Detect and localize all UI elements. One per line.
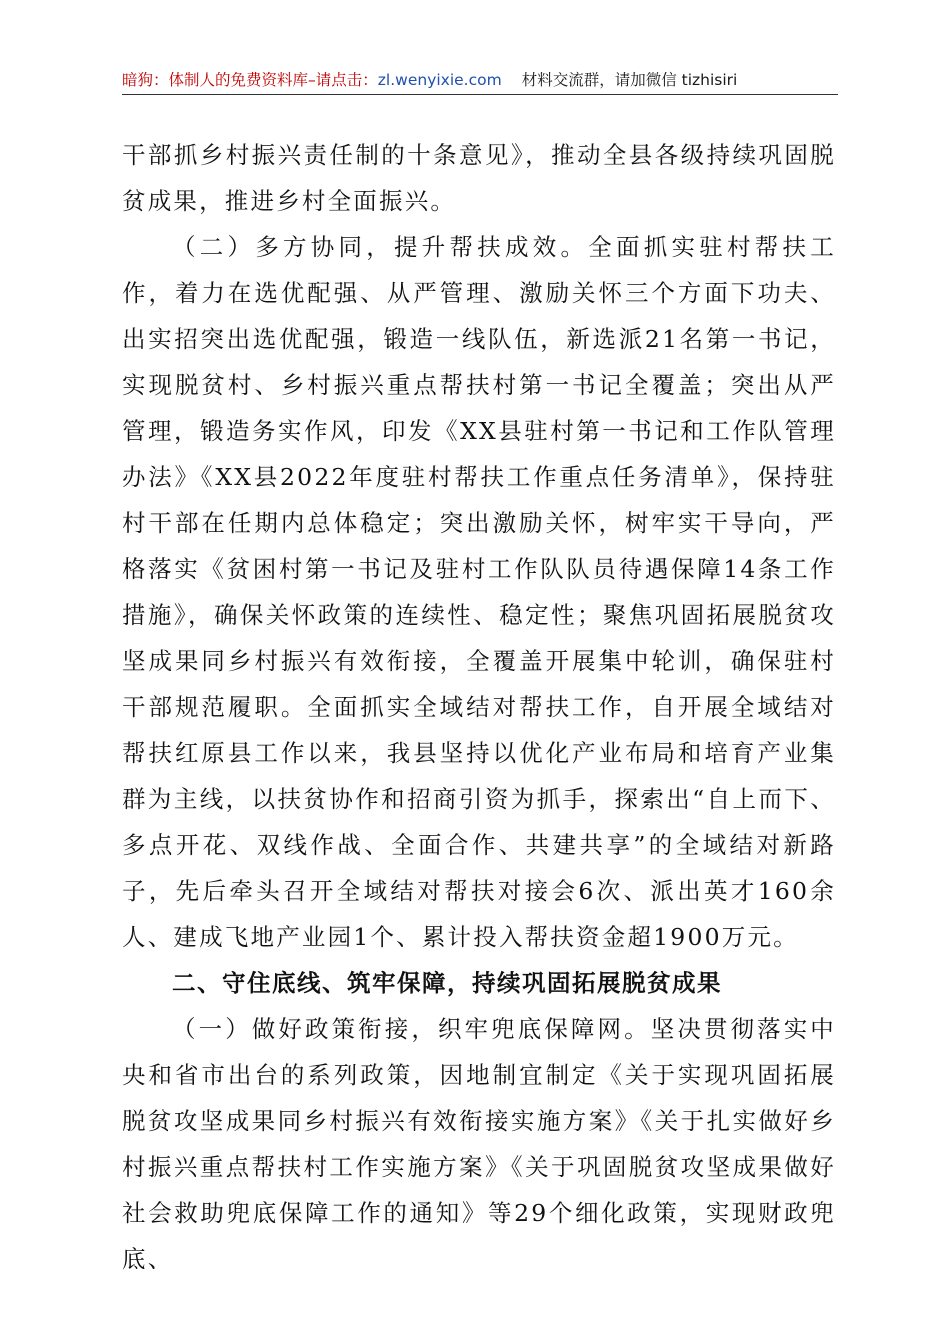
paragraph-continued: 干部抓乡村振兴责任制的十条意见》，推动全县各级持续巩固脱贫成果，推进乡村全面振兴。 (122, 141, 836, 215)
header-prompt: –请点击： (308, 71, 378, 89)
header-brand[interactable]: 暗狗：体制人的免费资料库 (122, 71, 309, 89)
section-heading: 二、守住底线、筑牢保障，持续巩固拓展脱贫成果 (172, 969, 722, 997)
header-url-link[interactable]: zl.wenyixie.com (377, 71, 502, 89)
header-contact: 材料交流群，请加微信 tizhisiri (521, 71, 738, 89)
paragraph-assistance: （二）多方协同，提升帮扶成效。全面抓实驻村帮扶工作，着力在选优配强、从严管理、激励关怀三个方面下功夫、出实招突出选优配强，锻造一线队伍，新选派21名第一书记，实现脱贫村、乡村振兴重点帮扶村第一书记全覆盖；突出从严管理，锻造务实作风，印发《XX县驻村第一书记和工作队管理办法》《XX县2022年度驻村帮扶工作重点任务清单》，保持驻村干部在任期内总体稳定；突出激励关怀，树牢实干导向，严格落实《贫困村第一书记及驻村工作队队员待遇保障14条工作措施》，确保关怀政策的连续性、稳定性；聚焦巩固拓展脱贫攻坚成果同乡村振兴有效衔接，全覆盖开展集中轮训，确保驻村干部规范履职。全面抓实全域结对帮扶工作，自开展全域结对帮扶红原县工作以来，我县坚持以优化产业布局和培育产业集群为主线，以扶贫协作和招商引资为抓手，探索出“自上而下、多点开花、双线作战、全面合作、共建共享”的全域结对新路子，先后牵头召开全域结对帮扶对接会6次、派出英才160余人、建成飞地产业园1个、累计投入帮扶资金超1900万元。 (122, 233, 836, 951)
paragraph-policy: （一）做好政策衔接，织牢兜底保障网。坚决贯彻落实中央和省市出台的系列政策，因地制宜制定《关于实现巩固拓展脱贫攻坚成果同乡村振兴有效衔接实施方案》《关于扎实做好乡村振兴重点帮扶村工作实施方案》《关于巩固脱贫攻坚成果做好社会救助兜底保障工作的通知》等29个细化政策，实现财政兜底、 (122, 1015, 836, 1273)
document-body (122, 132, 836, 1282)
page-header (122, 66, 838, 95)
